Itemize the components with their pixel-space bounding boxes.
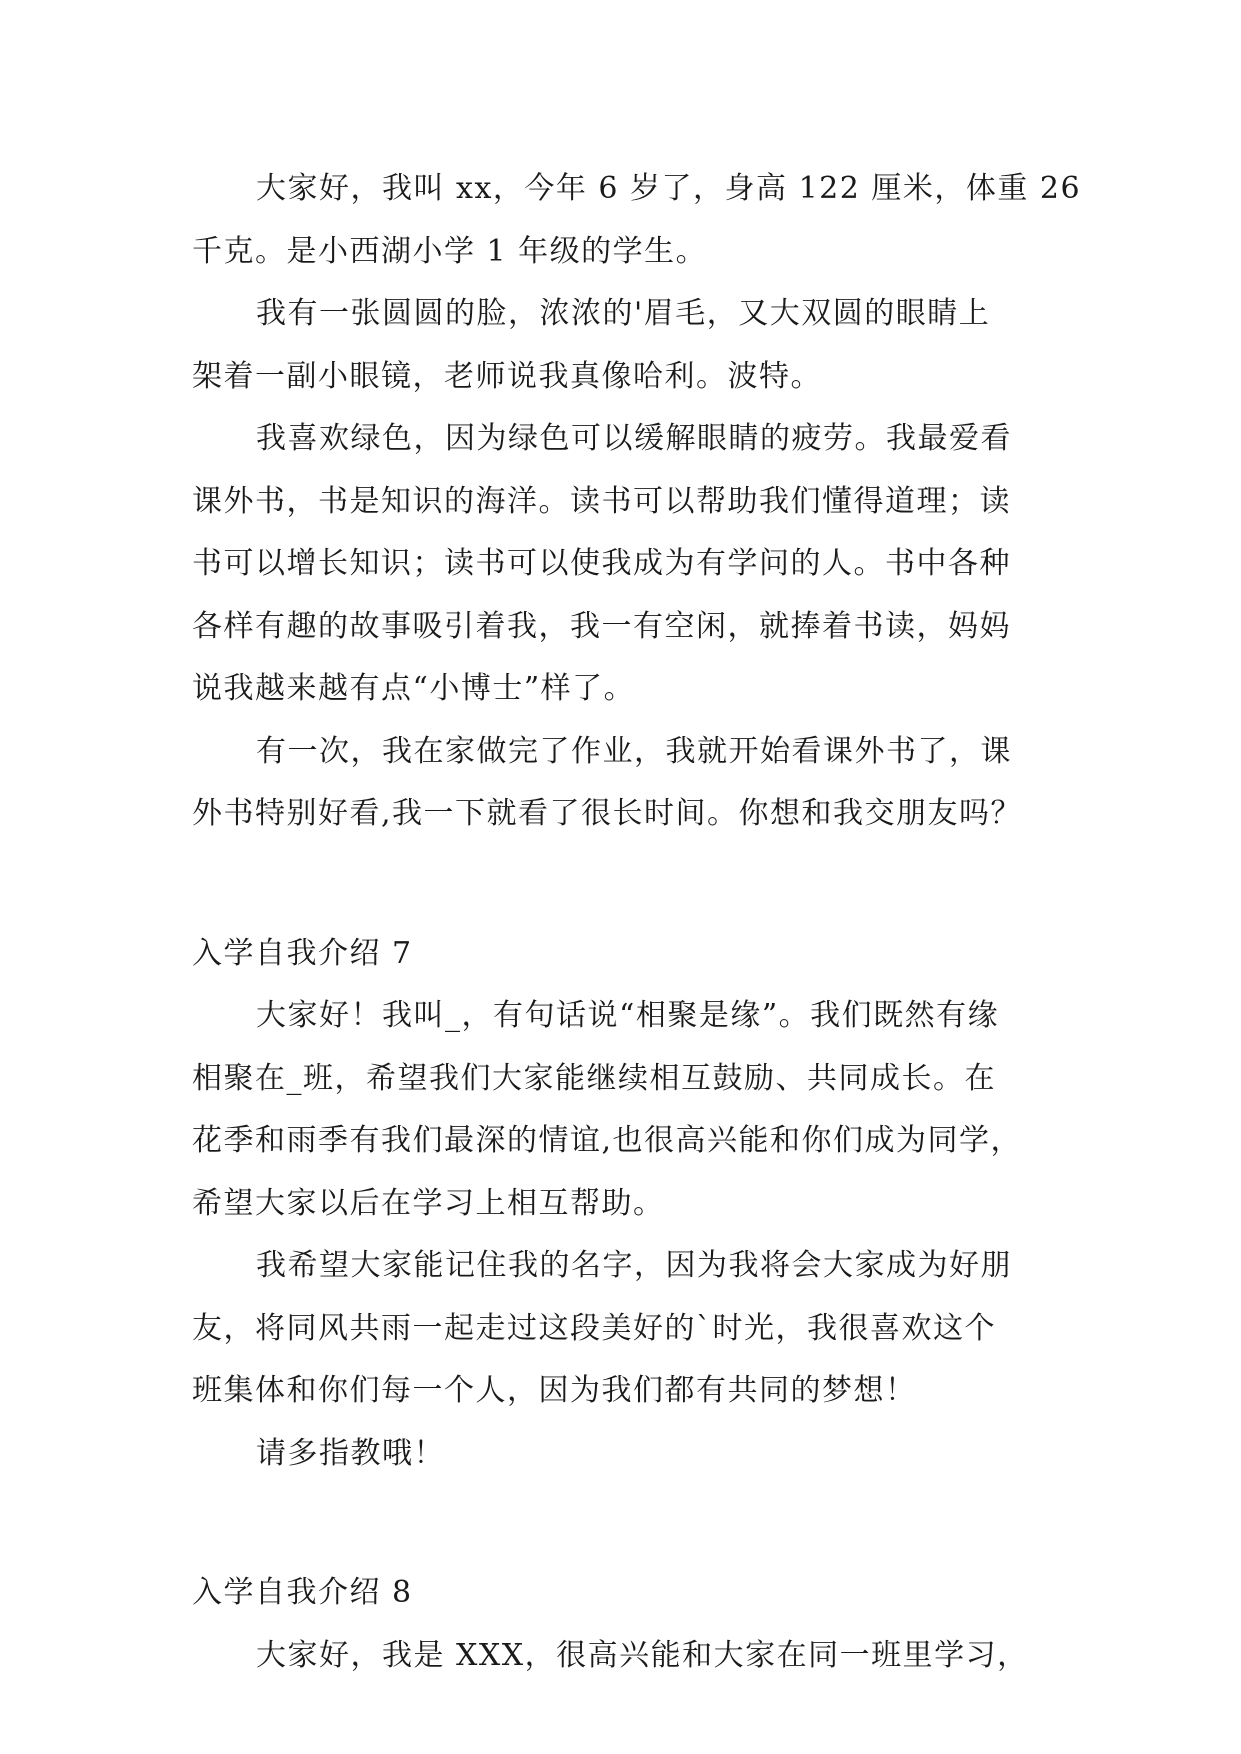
paragraph-line: 大家好，我叫 xx，今年 6 岁了，身高 122 厘米，体重 26 [256,171,1082,206]
section-heading: 入学自我介绍 7 [192,935,413,971]
paragraph-line: 说我越来越有点“小博士”样了。 [192,671,636,706]
paragraph-line: 希望大家以后在学习上相互帮助。 [192,1185,665,1221]
section-heading: 入学自我介绍 8 [192,1575,413,1610]
paragraph-line: 请多指教哦！ [256,1435,445,1471]
section-1 [192,158,1082,846]
paragraph-line: 相聚在_班，希望我们大家能继续相互鼓励、共同成长。在 [192,1060,996,1096]
paragraph-line: 有一次，我在家做完了作业，我就开始看课外书了，课 [256,733,1012,769]
paragraph-line: 外书特别好看,我一下就看了很长时间。你想和我交朋友吗？ [192,796,1023,831]
paragraph-line: 课外书，书是知识的海洋。读书可以帮助我们懂得道理；读 [192,483,1011,519]
paragraph-line: 架着一副小眼镜，老师说我真像哈利。波特。 [192,358,822,394]
section-3 [192,1562,1052,1687]
paragraph-line: 书可以增长知识；读书可以使我成为有学问的人。书中各种 [192,546,1011,581]
section-2 [192,923,1052,1486]
paragraph-line: 花季和雨季有我们最深的情谊,也很高兴能和你们成为同学， [192,1123,1023,1158]
paragraph-line: 各样有趣的故事吸引着我，我一有空闲，就捧着书读，妈妈 [192,608,1011,644]
paragraph-line: 友，将同风共雨一起走过这段美好的`时光，我很喜欢这个 [192,1310,996,1346]
paragraph-line: 大家好！我叫_，有句话说“相聚是缘”。我们既然有缘 [256,998,1000,1033]
section-gap [192,846,1052,923]
paragraph-line: 我有一张圆圆的脸，浓浓的'眉毛，又大双圆的眼睛上 [256,296,991,331]
section-gap [192,1485,1052,1562]
paragraph-line: 我希望大家能记住我的名字，因为我将会大家成为好朋 [256,1248,1012,1283]
paragraph-line: 大家好，我是 XXX，很高兴能和大家在同一班里学习， [256,1637,1029,1673]
document-page [192,158,1082,1687]
paragraph-line: 班集体和你们每一个人，因为我们都有共同的梦想！ [192,1373,917,1408]
paragraph-line: 千克。是小西湖小学 1 年级的学生。 [192,233,708,269]
paragraph-line: 我喜欢绿色，因为绿色可以缓解眼睛的疲劳。我最爱看 [256,421,1012,456]
